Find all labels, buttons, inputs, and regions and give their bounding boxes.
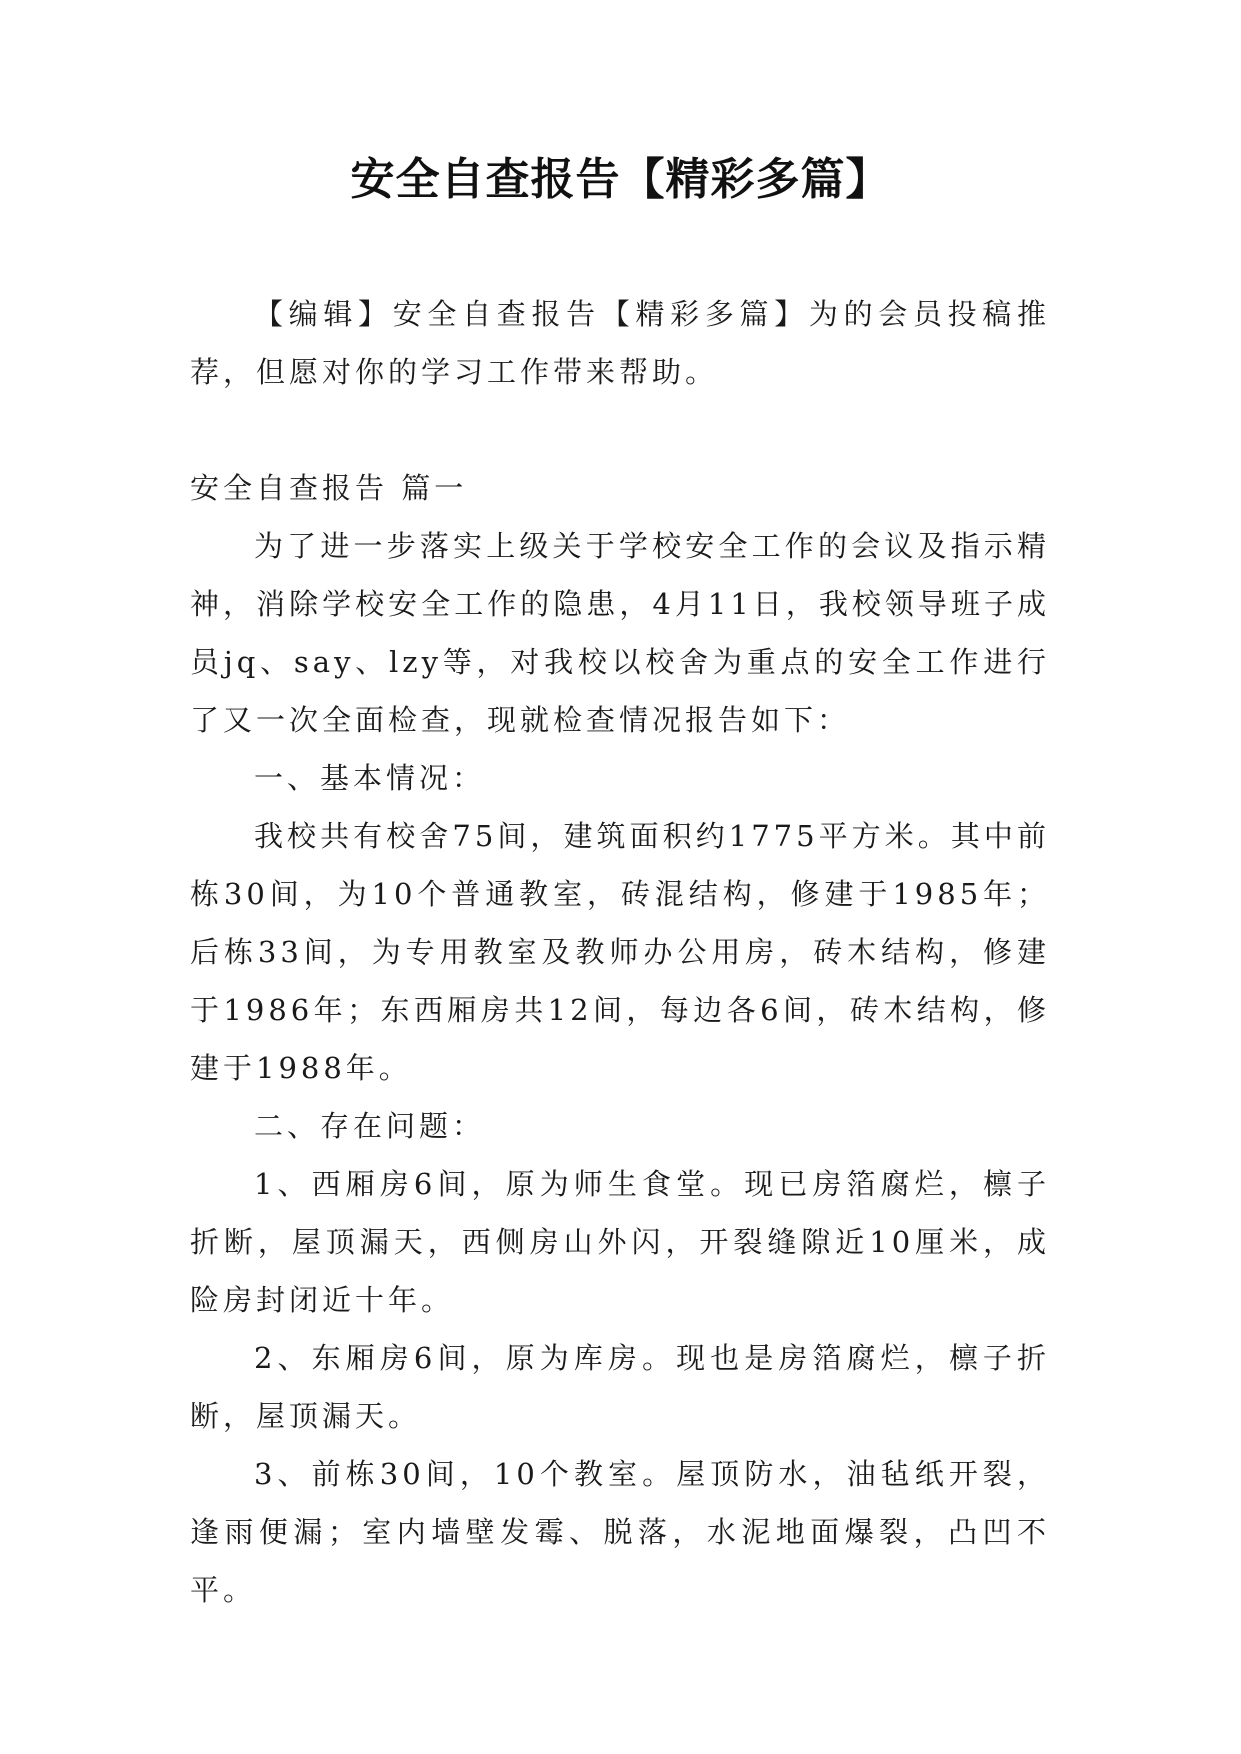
- section-heading: 安全自查报告 篇一: [190, 471, 468, 505]
- list-item: 1、西厢房6间，原为师生食堂。现已房箔腐烂，檩子折断，屋顶漏天，西侧房山外闪，开裂缝隙近10厘米，成险房封闭近十年。: [190, 1167, 1050, 1317]
- body-paragraph: 为了进一步落实上级关于学校安全工作的会议及指示精神，消除学校安全工作的隐患，4月11日，我校领导班子成员jq、say、lzy等，对我校以校舍为重点的安全工作进行了又一次全面检查，现就检查情况报告如下：: [190, 529, 1050, 737]
- subsection-heading: 二、存在问题：: [254, 1109, 486, 1143]
- intro-paragraph: 【编辑】安全自查报告【精彩多篇】为的会员投稿推荐，但愿对你的学习工作带来帮助。: [190, 297, 1050, 389]
- document-body: [190, 285, 1050, 1619]
- list-item: 3、前栋30间，10个教室。屋顶防水，油毡纸开裂，逢雨便漏；室内墙壁发霉、脱落，水泥地面爆裂，凸凹不平。: [190, 1457, 1050, 1607]
- body-paragraph: 我校共有校舍75间，建筑面积约1775平方米。其中前栋30间，为10个普通教室，砖混结构，修建于1985年；后栋33间，为专用教室及教师办公用房，砖木结构，修建于1986年；东西厢房共12间，每边各6间，砖木结构，修建于1988年。: [190, 819, 1050, 1085]
- list-item: 2、东厢房6间，原为库房。现也是房箔腐烂，檩子折断，屋顶漏天。: [190, 1341, 1050, 1433]
- subsection-heading: 一、基本情况：: [254, 761, 486, 795]
- page-title: 安全自查报告【精彩多篇】: [350, 154, 891, 205]
